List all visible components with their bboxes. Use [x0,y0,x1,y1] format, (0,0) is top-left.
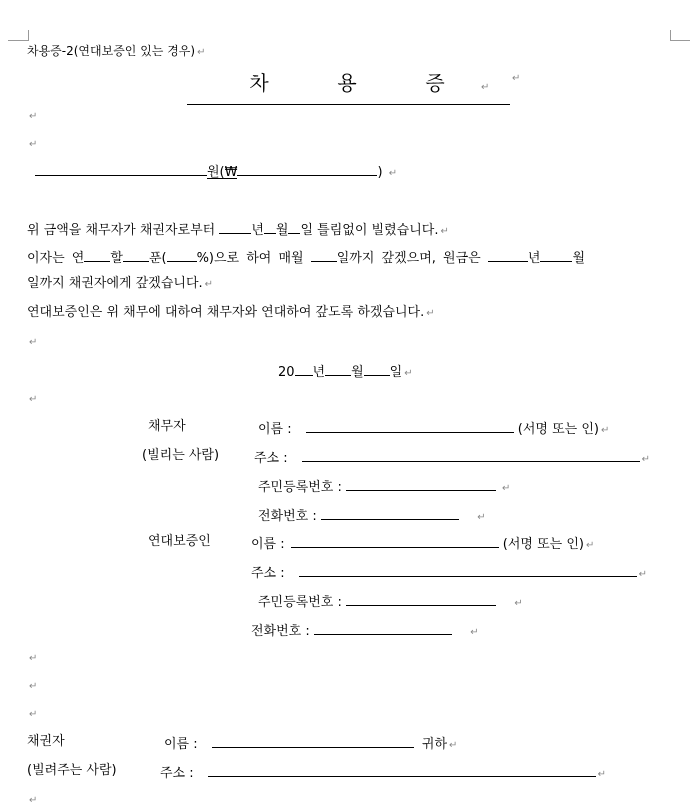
debtor-name-field[interactable]: 이름 : (서명 또는 인) ↵ [258,419,609,439]
blank-underline[interactable] [84,248,110,262]
paragraph-mark-icon: ↵ [29,139,38,150]
paragraph-mark-icon: ↵ [29,111,38,122]
blank-underline[interactable] [295,362,313,376]
blank-underline[interactable] [35,162,207,176]
paragraph-mark-icon: ↵ [585,540,595,551]
blank-underline[interactable] [321,506,459,520]
paragraph-mark-icon: ↵ [641,454,651,465]
amount-line[interactable]: 원(₩ ) ↵ [35,162,397,182]
paragraph-mark-icon: ↵ [514,598,523,609]
paragraph-mark-icon: ↵ [477,512,486,523]
paragraph-mark-icon: ↵ [29,337,38,348]
paragraph-mark-icon: ↵ [29,709,38,720]
paragraph-mark-icon: ↵ [440,226,449,237]
creditor-label: 채권자 [27,734,65,749]
debtor-rrn-field[interactable]: 주민등록번호 : ↵ [258,477,510,497]
blank-underline[interactable] [264,220,276,234]
paragraph-mark-icon: ↵ [29,795,38,806]
blank-underline[interactable] [364,362,390,376]
guarantor-phone-field[interactable]: 전화번호 : ↵ [251,621,479,641]
debtor-label: 채무자 [148,419,186,434]
blank-underline[interactable] [306,419,514,433]
body-line-4[interactable]: 연대보증인은 위 채무에 대하여 채무자와 연대하여 갚도록 하겠습니다. ↵ [27,305,435,320]
blank-underline[interactable] [346,477,496,491]
paragraph-mark-icon: ↵ [481,82,490,93]
document-title[interactable]: 차 용 증 ↵ [249,71,490,95]
blank-underline[interactable] [314,621,452,635]
blank-underline[interactable] [237,162,377,176]
paragraph-mark-icon: ↵ [204,279,214,290]
creditor-name-field[interactable]: 이름 : 귀하 ↵ [164,734,457,754]
body-line-2[interactable]: 이자는 연 할 푼( %)으로 하여 매월 일까지 갚겠으며, 원금은 년 월 [27,248,585,267]
paragraph-mark-icon: ↵ [29,653,38,664]
blank-underline[interactable] [123,248,149,262]
debtor-address-field[interactable]: 주소 : ↵ [254,448,650,468]
blank-underline[interactable] [212,734,414,748]
blank-underline[interactable] [311,248,337,262]
creditor-sublabel: (빌려주는 사람) [27,763,117,778]
paragraph-mark-icon: ↵ [502,483,511,494]
paragraph-mark-icon: ↵ [470,627,479,638]
date-line[interactable]: 20 년 월 일 ↵ [278,362,413,382]
blank-underline[interactable] [167,248,197,262]
paragraph-mark-icon: ↵ [404,368,413,379]
body-line-1[interactable]: 위 금액을 채무자가 채권자로부터 년 월 일 틀림없이 빌렸습니다. ↵ [27,220,449,240]
paragraph-mark-icon: ↵ [597,769,607,780]
paragraph-mark-icon: ↵ [388,168,398,179]
title-underline [187,104,510,105]
debtor-sublabel: (빌리는 사람) [142,448,220,463]
blank-underline[interactable] [488,248,528,262]
blank-underline[interactable] [219,220,251,234]
body-line-3[interactable]: 일까지 채권자에게 갚겠습니다. ↵ [27,276,214,291]
paragraph-mark-icon: ↵ [600,425,610,436]
blank-underline[interactable] [540,248,572,262]
margin-corner-right [670,30,690,41]
blank-underline[interactable] [288,220,300,234]
blank-underline[interactable] [325,362,351,376]
guarantor-name-field[interactable]: 이름 : (서명 또는 인) ↵ [251,534,594,554]
paragraph-mark-icon: ↵ [197,47,206,58]
creditor-address-field[interactable]: 주소 : ↵ [160,763,606,783]
paragraph-mark-icon: ↵ [512,73,521,84]
blank-underline[interactable] [346,592,496,606]
blank-underline[interactable]: 원(₩ [207,165,238,180]
paragraph-mark-icon: ↵ [449,740,458,751]
paragraph-mark-icon: ↵ [29,394,38,405]
blank-underline[interactable] [299,563,637,577]
debtor-phone-field[interactable]: 전화번호 : ↵ [258,506,486,526]
paragraph-mark-icon: ↵ [426,308,435,319]
guarantor-rrn-field[interactable]: 주민등록번호 : ↵ [258,592,523,612]
document-header[interactable]: 차용증-2(연대보증인 있는 경우) ↵ [27,44,206,58]
paragraph-mark-icon: ↵ [29,681,38,692]
blank-underline[interactable] [302,448,640,462]
paragraph-mark-icon: ↵ [638,569,648,580]
margin-corner-left [8,30,29,41]
guarantor-address-field[interactable]: 주소 : ↵ [251,563,647,583]
blank-underline[interactable] [291,534,499,548]
blank-underline[interactable] [208,763,596,777]
guarantor-label: 연대보증인 [148,534,211,549]
